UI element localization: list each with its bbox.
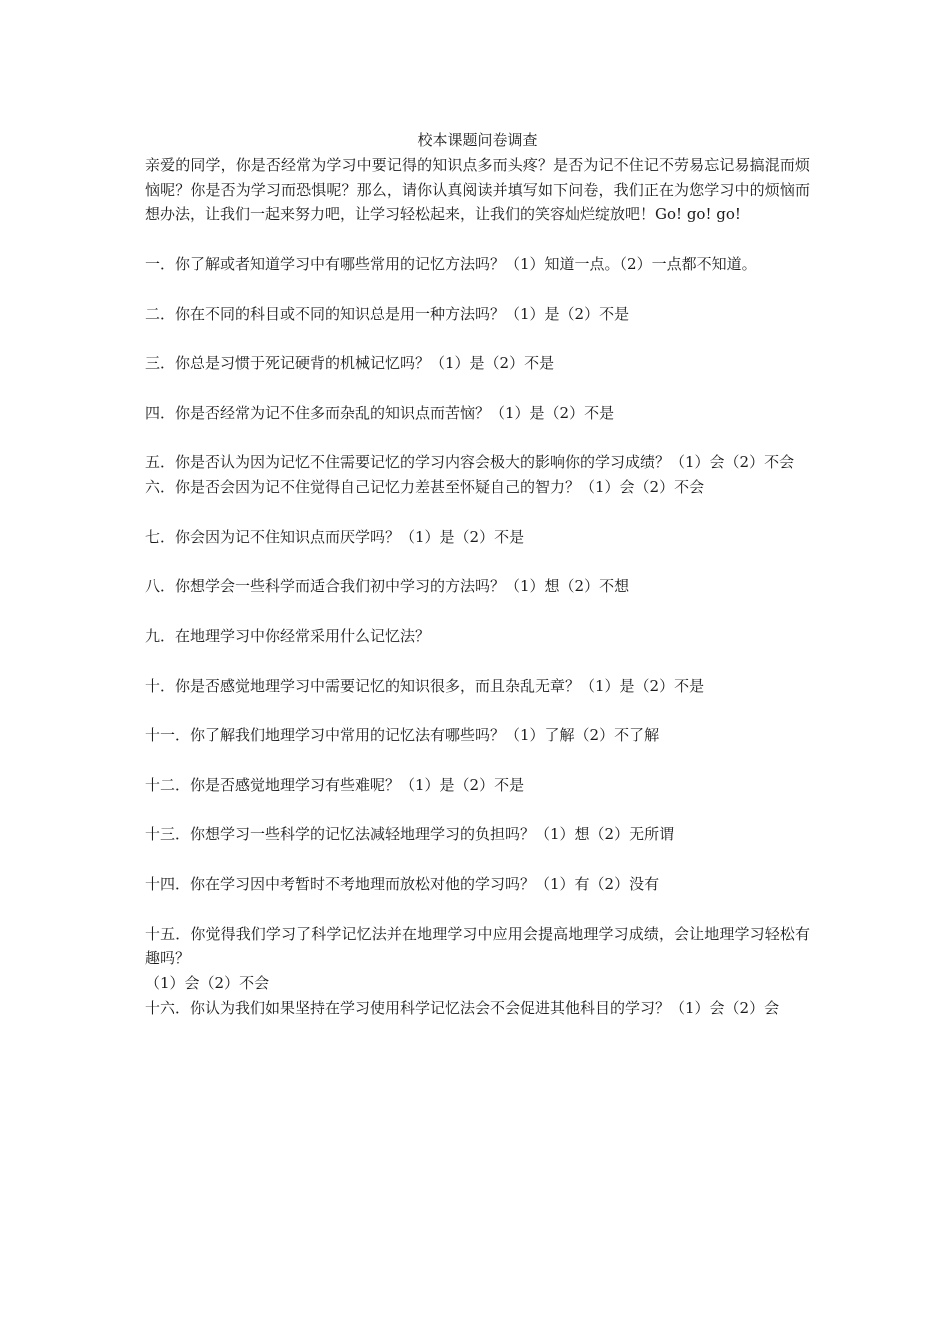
question-9: 九．在地理学习中你经常采用什么记忆法？	[145, 626, 431, 645]
question-4: 四．你是否经常为记不住多而杂乱的知识点而苦恼？（1）是（2）不是	[145, 403, 615, 422]
question-8: 八．你想学会一些科学而适合我们初中学习的方法吗？（1）想（2）不想	[145, 577, 630, 596]
question-15-options: （1）会（2）不会	[145, 974, 270, 993]
question-6: 六．你是否会因为记不住觉得自己记忆力差甚至怀疑自己的智力？（1）会（2）不会	[145, 478, 705, 497]
question-5: 五．你是否认为因为记忆不住需要记忆的学习内容会极大的影响你的学习成绩？（1）会（2）不会	[145, 453, 795, 472]
document-page	[145, 128, 810, 1021]
question-11: 十一．你了解我们地理学习中常用的记忆法有哪些吗？（1）了解（2）不了解	[145, 726, 660, 745]
question-13: 十三．你想学习一些科学的记忆法减轻地理学习的负担吗？（1）想（2）无所谓	[145, 825, 675, 844]
document-title: 校本课题问卷调查	[417, 131, 538, 149]
question-16: 十六．你认为我们如果坚持在学习使用科学记忆法会不会促进其他科目的学习？（1）会（2）会	[145, 998, 780, 1017]
question-2: 二．你在不同的科目或不同的知识总是用一种方法吗？（1）是（2）不是	[145, 304, 630, 323]
question-7: 七．你会因为记不住知识点而厌学吗？（1）是（2）不是	[145, 527, 525, 546]
question-3: 三．你总是习惯于死记硬背的机械记忆吗？（1）是（2）不是	[145, 354, 555, 373]
question-15: 十五．你觉得我们学习了科学记忆法并在地理学习中应用会提高地理学习成绩，会让地理学习轻松有趣吗？	[145, 924, 810, 968]
question-1: 一．你了解或者知道学习中有哪些常用的记忆方法吗？（1）知道一点。（2）一点都不知道。	[145, 254, 757, 273]
question-14: 十四．你在学习因中考暂时不考地理而放松对他的学习吗？（1）有（2）没有	[145, 874, 660, 893]
question-10: 十．你是否感觉地理学习中需要记忆的知识很多，而且杂乱无章？（1）是（2）不是	[145, 676, 705, 695]
intro-paragraph: 亲爱的同学，你是否经常为学习中要记得的知识点多而头疼？是否为记不住记不劳易忘记易搞混而烦恼呢？你是否为学习而恐惧呢？那么，请你认真阅读并填写如下问卷，我们正在为您学习中的烦恼而想办法，让我们一起来努力吧，让学习轻松起来，让我们的笑容灿烂绽放吧！Go! go! go!	[145, 155, 810, 224]
question-12: 十二．你是否感觉地理学习有些难呢？（1）是（2）不是	[145, 775, 525, 794]
